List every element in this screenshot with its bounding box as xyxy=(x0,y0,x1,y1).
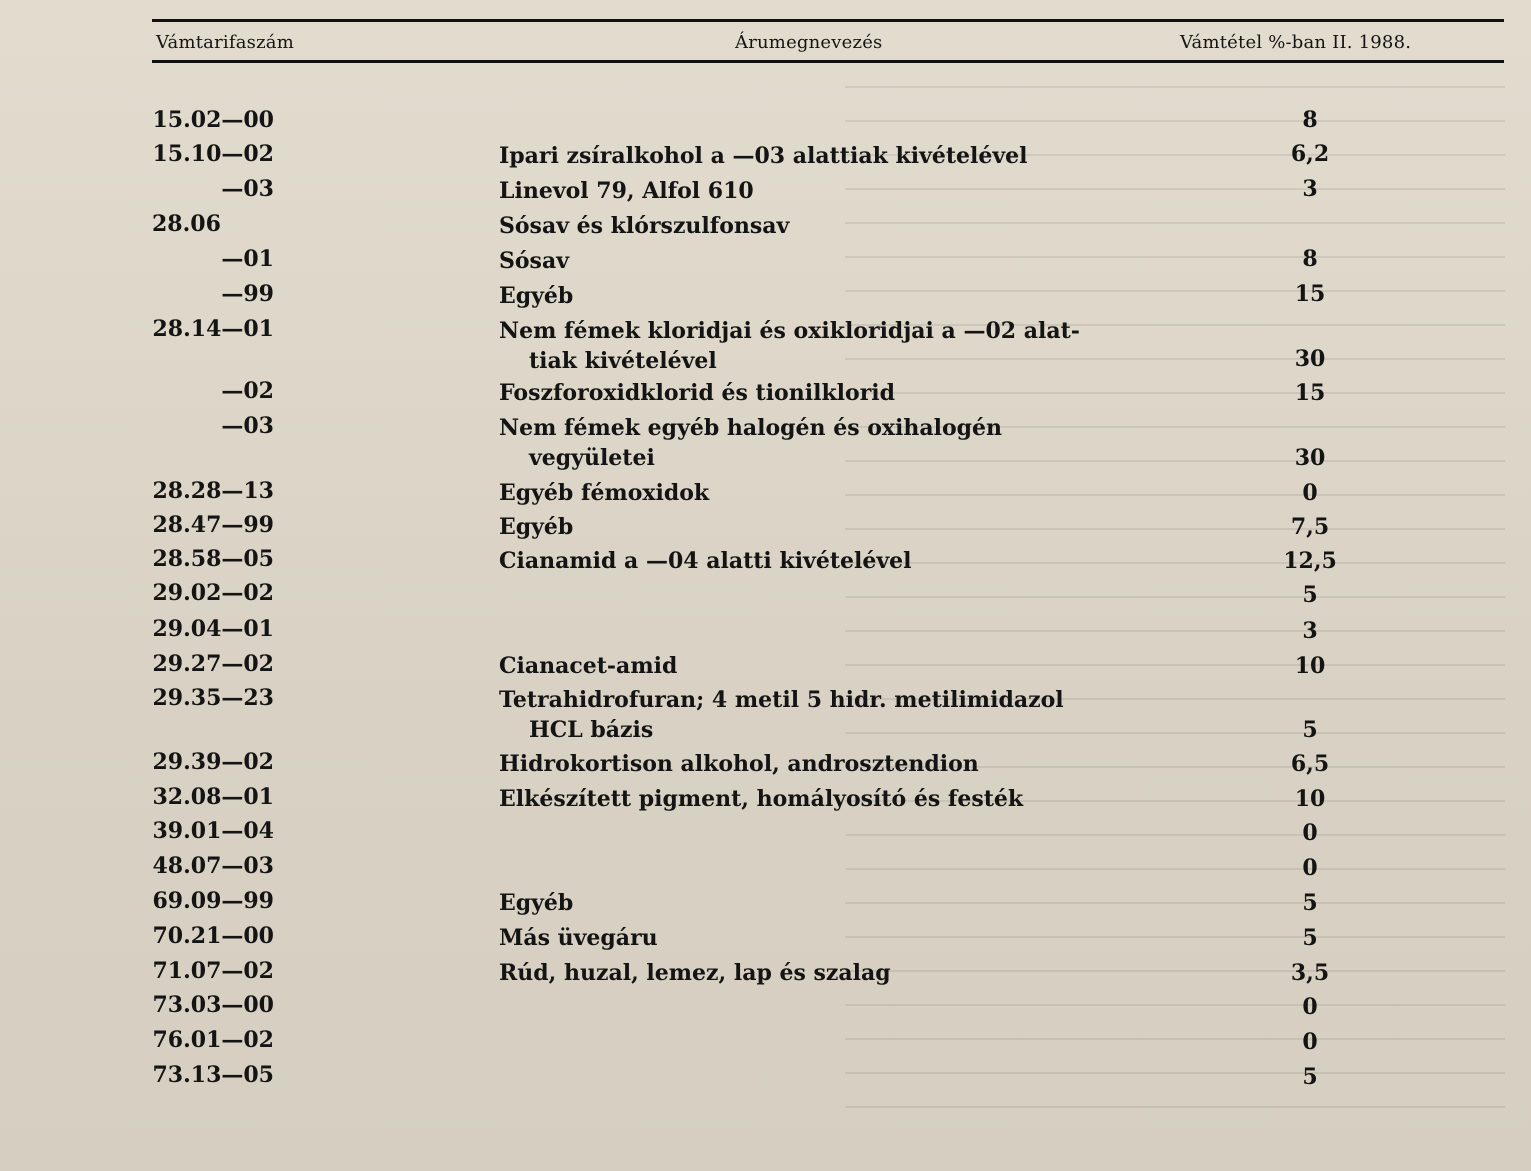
description-line: Linevol 79, Alfol 610 xyxy=(499,178,754,204)
goods-description xyxy=(499,512,1159,542)
description-continuation: tiak kivételével xyxy=(529,348,717,374)
description-line: Sósav és klórszulfonsav xyxy=(499,213,790,239)
goods-description xyxy=(499,211,1159,241)
goods-description xyxy=(499,176,1159,206)
tariff-code: —99 xyxy=(221,281,274,307)
duty-rate: 10 xyxy=(1294,653,1326,679)
duty-rate: 5 xyxy=(1302,1064,1318,1090)
tariff-code: 28.47—99 xyxy=(152,512,274,538)
tariff-code: 29.35—23 xyxy=(152,685,274,711)
duty-rate: 3 xyxy=(1302,176,1318,202)
goods-description xyxy=(499,749,1159,779)
column-header-code: Vámtarifaszám xyxy=(156,32,294,53)
tariff-code: 29.27—02 xyxy=(152,651,274,677)
tariff-code: 15.02—00 xyxy=(152,107,274,133)
duty-rate: 10 xyxy=(1294,786,1326,812)
duty-rate: 30 xyxy=(1294,346,1326,372)
tariff-code: —03 xyxy=(221,413,274,439)
duty-rate: 0 xyxy=(1302,820,1318,846)
description-line: Cianamid a —04 alatti kivételével xyxy=(499,548,912,574)
duty-rate: 8 xyxy=(1302,246,1318,272)
goods-description xyxy=(499,141,1159,171)
duty-rate: 15 xyxy=(1294,281,1326,307)
duty-rate: 0 xyxy=(1302,855,1318,881)
tariff-code: 29.04—01 xyxy=(152,616,274,642)
goods-description xyxy=(499,378,1159,408)
duty-rate: 5 xyxy=(1302,717,1318,743)
goods-description xyxy=(499,316,1159,376)
tariff-code: —02 xyxy=(221,378,274,404)
duty-rate: 3 xyxy=(1302,618,1318,644)
description-line: Rúd, huzal, lemez, lap és szalag xyxy=(499,960,891,986)
duty-rate: 3,5 xyxy=(1290,960,1330,986)
description-line: Egyéb fémoxidok xyxy=(499,480,710,506)
tariff-code: —03 xyxy=(221,176,274,202)
description-line: Nem fémek egyéb halogén és oxihalogén xyxy=(499,415,1003,441)
goods-description xyxy=(499,546,1159,576)
goods-description xyxy=(499,651,1159,681)
duty-rate: 8 xyxy=(1302,107,1318,133)
tariff-code: 32.08—01 xyxy=(152,784,274,810)
tariff-code: 73.03—00 xyxy=(152,992,274,1018)
duty-rate: 30 xyxy=(1294,445,1326,471)
description-line: Sósav xyxy=(499,248,569,274)
description-line: Tetrahidrofuran; 4 metil 5 hidr. metilimidazol xyxy=(499,687,1064,713)
description-line: Egyéb xyxy=(499,514,574,540)
tariff-code: 76.01—02 xyxy=(152,1027,274,1053)
description-line: Cianacet-amid xyxy=(499,653,678,679)
description-line: Egyéb xyxy=(499,890,574,916)
duty-rate: 15 xyxy=(1294,380,1326,406)
tariff-code: 28.58—05 xyxy=(152,546,274,572)
description-line: Egyéb xyxy=(499,283,574,309)
tariff-code: 70.21—00 xyxy=(152,923,274,949)
description-continuation: vegyületei xyxy=(529,445,655,471)
duty-rate: 12,5 xyxy=(1283,548,1337,574)
tariff-code: 71.07—02 xyxy=(152,958,274,984)
goods-description xyxy=(499,413,1159,473)
description-line: Más üvegáru xyxy=(499,925,658,951)
duty-rate: 6,2 xyxy=(1290,141,1330,167)
tariff-code: 73.13—05 xyxy=(152,1062,274,1088)
header-top-rule xyxy=(152,19,1504,22)
goods-description xyxy=(499,784,1159,814)
tariff-code: 29.39—02 xyxy=(152,749,274,775)
goods-description xyxy=(499,923,1159,953)
duty-rate: 0 xyxy=(1302,480,1318,506)
goods-description xyxy=(499,685,1159,745)
description-line: Hidrokortison alkohol, androsztendion xyxy=(499,751,979,777)
duty-rate: 0 xyxy=(1302,994,1318,1020)
description-line: Ipari zsíralkohol a —03 alattiak kivételével xyxy=(499,143,1028,169)
column-header-rate: Vámtétel %-ban II. 1988. xyxy=(1180,32,1412,53)
tariff-code: 29.02—02 xyxy=(152,580,274,606)
tariff-code: 69.09—99 xyxy=(152,888,274,914)
tariff-code: 48.07—03 xyxy=(152,853,274,879)
goods-description xyxy=(499,281,1159,311)
duty-rate: 5 xyxy=(1302,890,1318,916)
header-bottom-rule xyxy=(152,60,1504,63)
goods-description xyxy=(499,478,1159,508)
duty-rate: 5 xyxy=(1302,925,1318,951)
duty-rate: 5 xyxy=(1302,582,1318,608)
duty-rate: 0 xyxy=(1302,1029,1318,1055)
duty-rate: 6,5 xyxy=(1290,751,1330,777)
description-continuation: HCL bázis xyxy=(529,717,654,743)
tariff-code: 39.01—04 xyxy=(152,818,274,844)
description-line: Foszforoxidklorid és tionilklorid xyxy=(499,380,896,406)
tariff-code: —01 xyxy=(221,246,274,272)
goods-description xyxy=(499,888,1159,918)
description-line: Nem fémek kloridjai és oxikloridjai a —02 alat- xyxy=(499,318,1080,344)
goods-description xyxy=(499,958,1159,988)
column-header-name: Árumegnevezés xyxy=(735,32,883,53)
goods-description xyxy=(499,246,1159,276)
tariff-code: 28.06 xyxy=(152,211,221,237)
tariff-code: 15.10—02 xyxy=(152,141,274,167)
duty-rate: 7,5 xyxy=(1290,514,1330,540)
description-line: Elkészített pigment, homályosító és festék xyxy=(499,786,1024,812)
tariff-code: 28.14—01 xyxy=(152,316,274,342)
tariff-code: 28.28—13 xyxy=(152,478,274,504)
